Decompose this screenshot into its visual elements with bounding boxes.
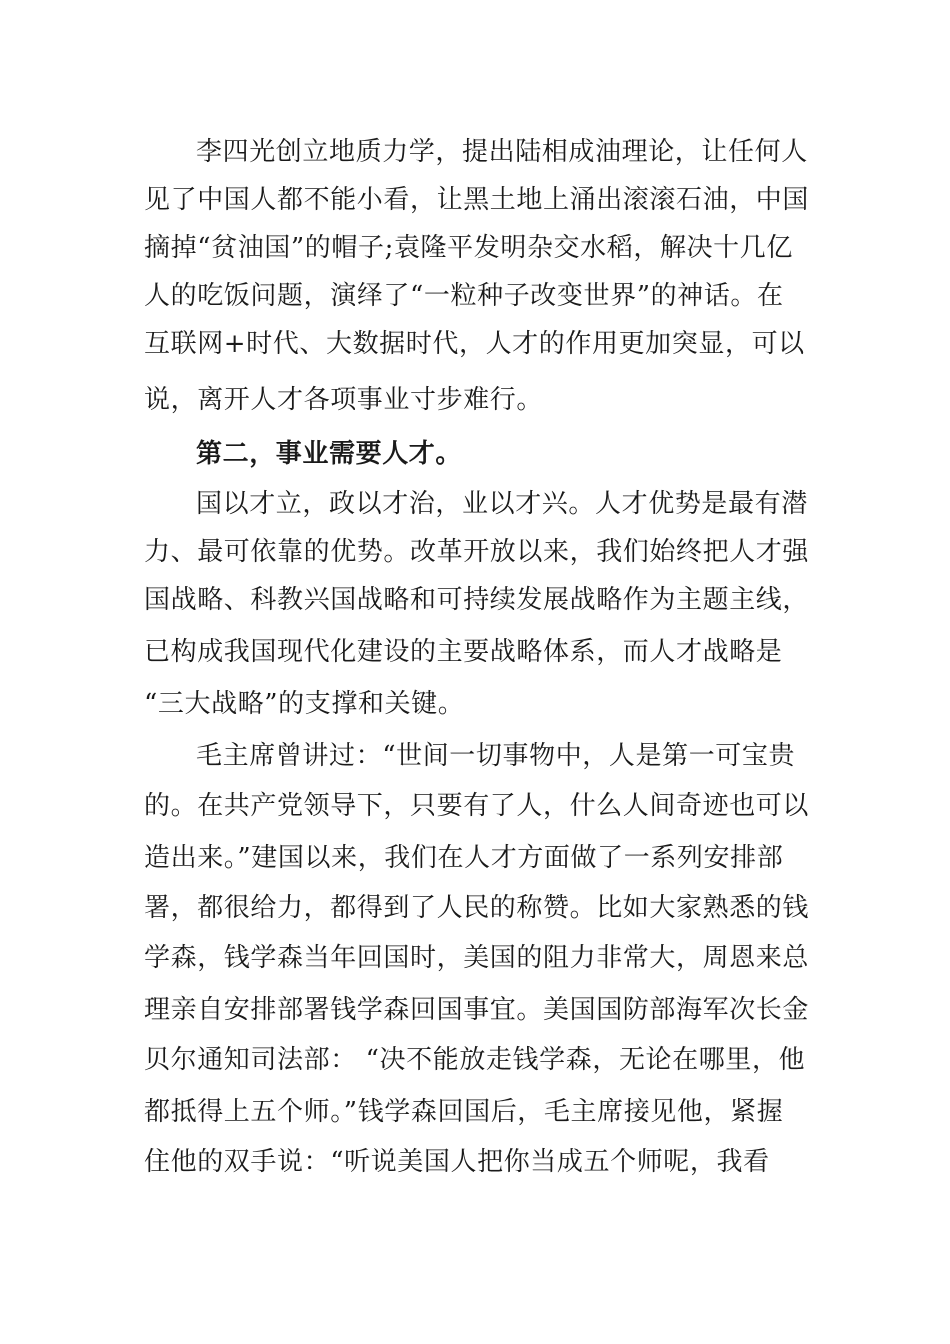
paragraph-line: 都抵得上五个师。”钱学森回国后，毛主席接见他，紧握 (144, 1097, 784, 1127)
paragraph-line: 贝尔通知司法部： “决不能放走钱学森，无论在哪里，他 (144, 1045, 806, 1075)
paragraph-line: 住他的双手说：“听说美国人把你当成五个师呢，我看 (144, 1147, 770, 1177)
paragraph-line: 摘掉“贫油国”的帽子;袁隆平发明杂交水稻，解决十几亿 (144, 233, 793, 263)
paragraph-line: 国战略、科教兴国战略和可持续发展战略作为主题主线， (144, 585, 810, 615)
paragraph-line: 理亲自安排部署钱学森回国事宜。美国国防部海军次长金 (144, 995, 810, 1025)
paragraph-line: 人的吃饭问题，演绎了“一粒种子改变世界”的神话。在 (144, 281, 784, 311)
paragraph-line: 国以才立，政以才治，业以才兴。人才优势是最有潜 (196, 489, 808, 519)
paragraph-line: 毛主席曾讲过：“世间一切事物中，人是第一可宝贵 (196, 741, 796, 771)
paragraph-line: 互联网+时代、大数据时代，人才的作用更加突显，可以 (144, 329, 805, 359)
paragraph-line: 李四光创立地质力学，提出陆相成油理论，让任何人 (196, 137, 808, 167)
paragraph-line: 造出来。”建国以来，我们在人才方面做了一系列安排部 (144, 843, 784, 873)
paragraph-line: 说，离开人才各项事业寸步难行。 (144, 385, 544, 415)
paragraph-line: 已构成我国现代化建设的主要战略体系，而人才战略是 (144, 637, 783, 667)
section-heading: 第二，事业需要人才。 (196, 439, 463, 469)
paragraph-line: 署，都很给力，都得到了人民的称赞。比如大家熟悉的钱 (144, 893, 810, 923)
paragraph-line: 的。在共产党领导下，只要有了人，什么人间奇迹也可以 (144, 791, 810, 821)
paragraph-line: 见了中国人都不能小看，让黑土地上涌出滚滚石油，中国 (144, 185, 810, 215)
paragraph-line: 力、最可依靠的优势。改革开放以来，我们始终把人才强 (144, 537, 810, 567)
paragraph-line: “三大战略”的支撑和关键。 (144, 689, 465, 719)
paragraph-line: 学森，钱学森当年回国时，美国的阻力非常大，周恩来总 (144, 943, 810, 973)
